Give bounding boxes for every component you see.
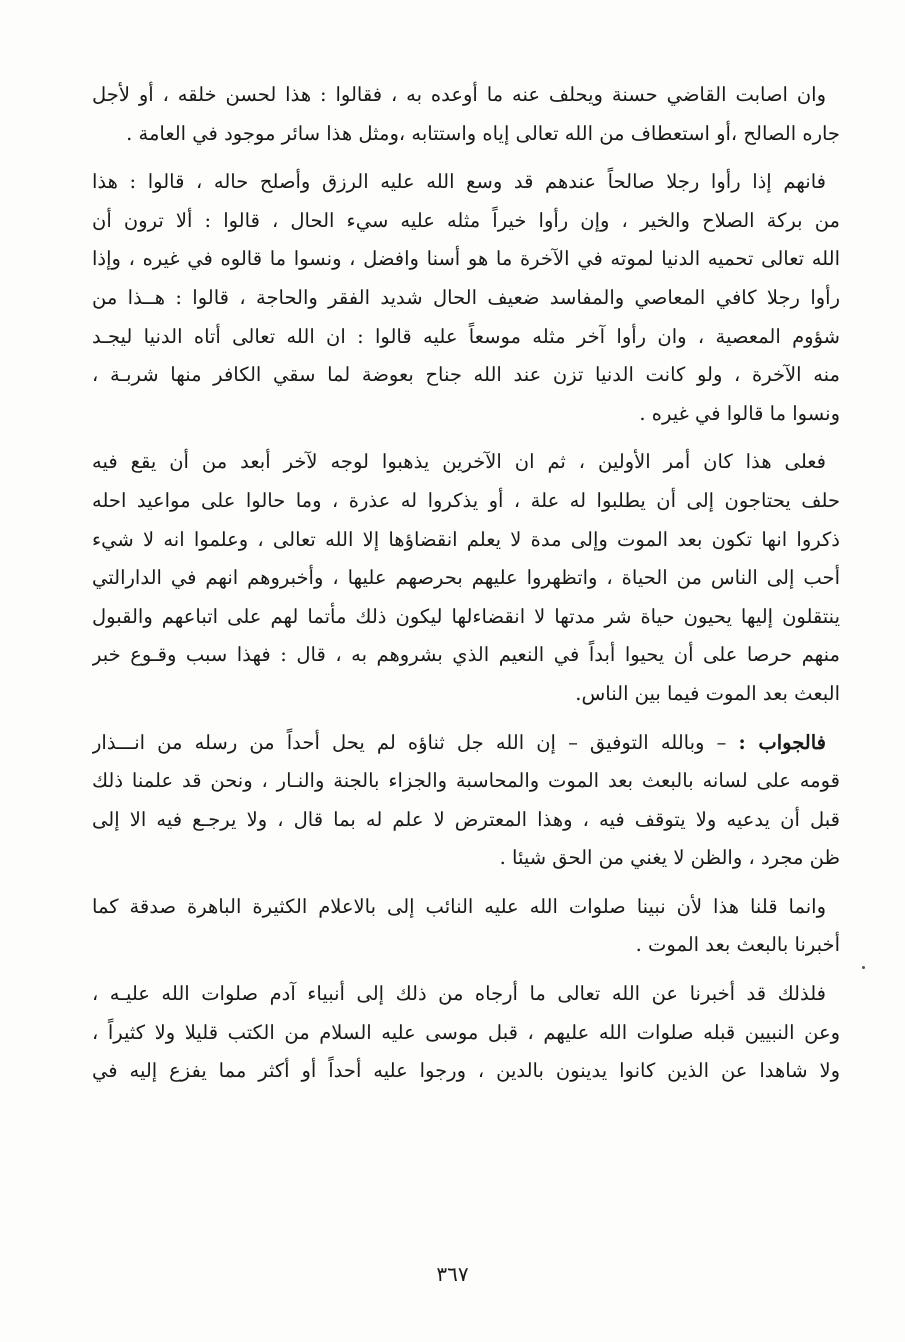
text-line: ونسوا ما قالوا في غيره . xyxy=(639,401,840,425)
text-line: أحب إلى الناس من الحياة ، واتظهروا عليهم بحرصهم عليها ، وأخبروهم انهم في الدارالتي xyxy=(92,566,840,590)
text-line: الله تعالى تحميه الدنيا لموته في الآخرة ما هو أسنا وافضل ، ونسوا ما قالوه في غيره ، وإذا xyxy=(92,247,840,271)
text-line: فعلى هذا كان أمر الأولين ، ثم ان الآخرين يذهبوا لوجه لآخر أبعد من أن يقع فيه xyxy=(92,450,826,474)
text-line: فلذلك قد أخبرنا عن الله تعالى ما أرجاه من ذلك إلى أنبياء آدم صلوات الله عليـه ، xyxy=(92,982,826,1006)
text-line: قبل أن يدعيه ولا يتوقف فيه ، وهذا المعترض لا علم له بما قال ، ولا يرجـع فيه الا إلى xyxy=(92,807,840,831)
text-line: فانهم إذا رأوا رجلا صالحاً عندهم قد وسع الله عليه الرزق وأصلح حاله ، قالوا : هذا xyxy=(92,170,826,194)
text-line: البعث بعد الموت فيما بين الناس. xyxy=(575,681,840,705)
paragraph-5 xyxy=(92,888,840,965)
text-line: قومه على لسانه بالبعث بعد الموت والمحاسبة والجزاء بالجنة والنـار ، ونحن قد علمنا ذلك xyxy=(92,769,840,793)
text-line xyxy=(92,724,840,763)
text-line: منه الآخرة ، ولو كانت الدنيا تزن عند الله جناح بعوضة لما سقي الكافر منها شربـة ، xyxy=(92,363,840,387)
text-line: ذكروا انها تكون بعد الموت وإلى مدة لا يعلم انقضاؤها إلا الله تعالى ، وعلموا انه لا شيء xyxy=(92,527,840,551)
text-line: ولا شاهدا عن الذين كانوا يدينون بالدين ، ورجوا عليه أحداً أو أكثر مما يفزع إليه في xyxy=(92,1059,840,1083)
paragraph-4 xyxy=(92,724,840,878)
text-line: منهم حرصا على أن يحيوا أبداً في النعيم الذي بشروهم به ، قال : فهذا سبب وقـوع خبر xyxy=(92,643,840,667)
text-line: جاره الصالح ،أو استعطاف من الله تعالى إياه واستتابه ،ومثل هذا سائر موجود في العامة . xyxy=(126,121,840,145)
paragraph-1 xyxy=(92,76,840,153)
text-line: من بركة الصلاح والخير ، وإن رأوا خيراً مثله عليه سيء الحال ، قالوا : ألا ترون أن xyxy=(92,208,840,232)
text-line: وان اصابت القاضي حسنة ويحلف عنه ما أوعده به ، فقالوا : هذا لحسن خلقه ، أو لأجل xyxy=(92,83,826,106)
text-line: أخبرنا بالبعث بعد الموت . xyxy=(635,933,840,957)
answer-lead: فالجواب : xyxy=(738,730,826,754)
page-number: ٣٦٧ xyxy=(436,1262,469,1286)
text-line-rest: – وبالله التوفيق – إن الله جل ثناؤه لم يحل أحداً من رسله من انـــذار xyxy=(92,730,727,754)
text-line: وانما قلنا هذا لأن نبينا صلوات الله عليه النائب إلى بالاعلام الكثيرة الباهرة صدقة كما xyxy=(92,894,826,918)
paragraph-3 xyxy=(92,443,840,713)
body-text xyxy=(92,76,840,1101)
text-line: وعن النبيين قبله صلوات الله عليهم ، قبل موسى عليه السلام من الكتب قليلا ولا كثيراً ، xyxy=(92,1020,840,1044)
text-line: حلف يحتاجون إلى أن يطلبوا له علة ، أو يذكروا له عذرة ، وما حالوا على مواعيد احله xyxy=(92,488,840,512)
text-line: رأوا رجلا كافي المعاصي والمفاسد ضعيف الحال شديد الفقر والحاجة ، قالوا : هــذا من xyxy=(92,285,840,309)
text-line: ينتقلون إليها يحيون حياة شر مدتها لا انقضاءلها ليكون ذلك مأتما لهم على اتباعهم والقبول xyxy=(92,604,840,628)
paragraph-2 xyxy=(92,163,840,433)
text-line: شؤوم المعصية ، وان رأوا آخر مثله موسعاً عليه قالوا : ان الله تعالى أتاه الدنيا ليجـد xyxy=(92,324,840,348)
text-line: ظن مجرد ، والظن لا يغني من الحق شيئا . xyxy=(499,846,840,870)
paragraph-6 xyxy=(92,975,840,1091)
scan-speck xyxy=(862,966,865,969)
